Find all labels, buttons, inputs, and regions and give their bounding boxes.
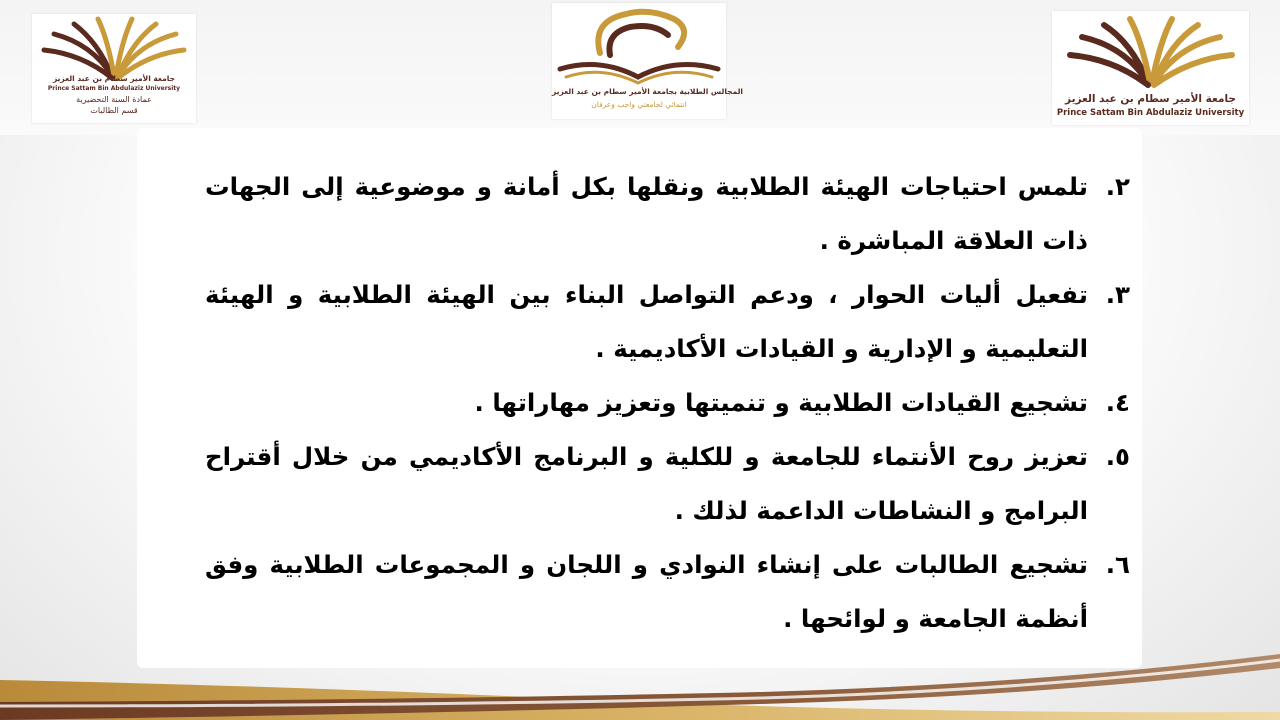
list-item bbox=[205, 268, 1130, 376]
logo-right-university bbox=[1052, 11, 1249, 125]
logo-left-deanship: عمادة السنة التحضيرية bbox=[76, 95, 152, 104]
list-item-text: تفعيل أليات الحوار ، ودعم التواصل البناء بين الهيئة الطلابية و الهيئة التعليمية و الإدارية و القيادات الأكاديمية . bbox=[205, 280, 1088, 363]
logo-left-prep-year bbox=[32, 14, 196, 123]
bottom-swoosh-decoration bbox=[0, 640, 1280, 720]
list-item-number: ٥. bbox=[1105, 442, 1130, 471]
logo-left-department: قسم الطالبات bbox=[90, 106, 138, 115]
list-item-text: تشجيع الطالبات على إنشاء النوادي و اللجان و المجموعات الطلابية وفق أنظمة الجامعة و لوائحها . bbox=[205, 550, 1088, 633]
list-item-text: تعزيز روح الأنتماء للجامعة و للكلية و البرنامج الأكاديمي من خلال أقتراح البرامج و النشاطات الداعمة لذلك . bbox=[205, 442, 1088, 525]
list-item-number: ٣. bbox=[1105, 280, 1130, 309]
logo-right-arabic-name: جامعة الأمير سطام بن عبد العزيز bbox=[1065, 93, 1236, 105]
list-item bbox=[205, 430, 1130, 538]
list-item-text: تشجيع القيادات الطلابية و تنميتها وتعزيز مهاراتها . bbox=[474, 388, 1088, 417]
list-item-number: ٤. bbox=[1105, 388, 1130, 417]
student-council-emblem-icon bbox=[552, 3, 726, 85]
list-item-number: ٦. bbox=[1105, 550, 1130, 579]
logo-center-title: المجالس الطلابية بجامعة الأمير سطام بن عبد العزيز bbox=[552, 87, 743, 96]
logo-left-english-name: Prince Sattam Bin Abdulaziz University bbox=[47, 85, 181, 92]
logo-center-student-council bbox=[552, 3, 743, 119]
logo-left-arabic-name: جامعة الأمير سطام بن عبد العزيز bbox=[52, 74, 176, 83]
list-item-number: ٢. bbox=[1105, 172, 1130, 201]
university-emblem-icon bbox=[1052, 11, 1249, 91]
objectives-list bbox=[205, 160, 1130, 646]
list-item bbox=[205, 376, 1130, 430]
list-item bbox=[205, 160, 1130, 268]
list-item-text: تلمس احتياجات الهيئة الطلابية ونقلها بكل أمانة و موضوعية إلى الجهات ذات العلاقة المباشرة . bbox=[205, 172, 1088, 255]
logo-center-slogan: انتمائي لجامعتي واجب وعرفان bbox=[591, 100, 687, 109]
logo-right-english-name: Prince Sattam Bin Abdulaziz University bbox=[1056, 108, 1245, 118]
list-item bbox=[205, 538, 1130, 646]
